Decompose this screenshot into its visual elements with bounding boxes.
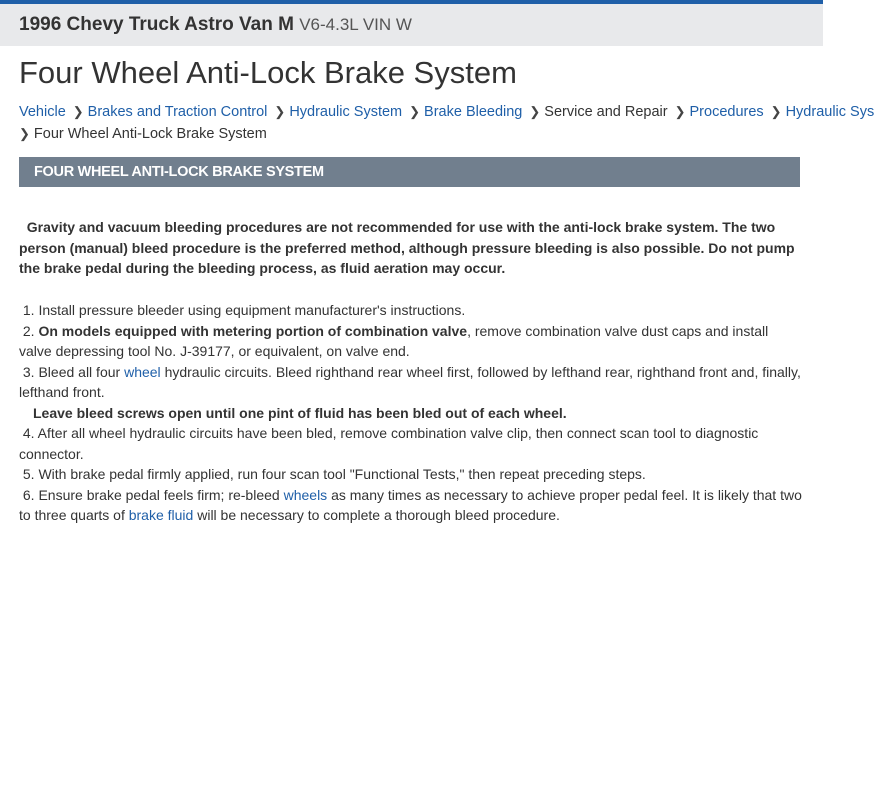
step-2-text: , remove combination valve dust caps and install valve depressing tool No. J-39177, or equivalent, on valve end. xyxy=(19,322,769,360)
breadcrumb-current: Four Wheel Anti-Lock Brake System xyxy=(33,126,267,142)
chevron-right-icon: ❯ xyxy=(19,126,30,141)
step-6-text-post: will be necessary to complete a thorough bleed procedure. xyxy=(197,507,560,524)
chevron-right-icon: ❯ xyxy=(72,104,84,119)
step-3 xyxy=(19,362,804,403)
section-header: FOUR WHEEL ANTI-LOCK BRAKE SYSTEM xyxy=(19,157,800,187)
step-1-text: 1. Install pressure bleeder using equipment manufacturer's instructions. xyxy=(22,302,466,319)
step-3-text-pre: 3. Bleed all four xyxy=(22,363,121,380)
step-6 xyxy=(19,485,804,526)
breadcrumb-brake-bleeding[interactable]: Brake Bleeding xyxy=(424,104,523,120)
step-1 xyxy=(19,300,804,321)
vehicle-name: 1996 Chevy Truck Astro Van M xyxy=(19,14,294,35)
step-3-text-post: hydraulic circuits. Bleed righthand rear wheel first, followed by lefthand rear, righthand front and, finally, lefthand front. xyxy=(19,363,801,401)
breadcrumb-hydraulic-sys[interactable]: Hydraulic Sys xyxy=(785,104,874,120)
step-2-number: 2. xyxy=(22,322,35,339)
step-6-text-pre: 6. Ensure brake pedal feels firm; re-bleed xyxy=(22,486,280,503)
chevron-right-icon: ❯ xyxy=(770,104,782,119)
step-5 xyxy=(19,464,804,485)
breadcrumb-service-repair: Service and Repair xyxy=(544,104,668,120)
step-4-text: 4. After all wheel hydraulic circuits have been bled, remove combination valve clip, then connect scan tool to diagnostic connector. xyxy=(19,425,759,462)
step-2 xyxy=(19,321,804,362)
breadcrumb xyxy=(19,101,874,145)
procedure-content xyxy=(19,217,804,526)
chevron-right-icon: ❯ xyxy=(674,104,686,119)
intro-warning xyxy=(19,217,804,279)
breadcrumb-brakes[interactable]: Brakes and Traction Control xyxy=(87,104,268,120)
step-4 xyxy=(19,423,804,464)
brake-fluid-link[interactable]: brake fluid xyxy=(128,507,194,524)
step-5-text: 5. With brake pedal firmly applied, run four scan tool "Functional Tests," then repeat preceding steps. xyxy=(22,466,646,483)
intro-text: Gravity and vacuum bleeding procedures are not recommended for use with the anti-lock brake system. The two person (manual) bleed procedure is the preferred method, although pressure bleeding is also possible. Do not pump the brake pedal during the bleeding process, as fluid aeration may occur. xyxy=(19,219,795,277)
vehicle-title[interactable] xyxy=(19,14,412,36)
breadcrumb-vehicle[interactable]: Vehicle xyxy=(19,104,66,120)
wheels-link[interactable]: wheels xyxy=(283,486,328,503)
step-2-bold-text: On models equipped with metering portion of combination valve xyxy=(38,322,468,339)
note-bleed-screws: Leave bleed screws open until one pint of fluid has been bled out of each wheel. xyxy=(33,404,567,421)
wheel-link[interactable]: wheel xyxy=(124,363,161,380)
breadcrumb-procedures[interactable]: Procedures xyxy=(689,104,764,120)
breadcrumb-hydraulic-system[interactable]: Hydraulic System xyxy=(289,104,403,120)
chevron-right-icon: ❯ xyxy=(529,104,541,119)
vehicle-engine: V6-4.3L VIN W xyxy=(299,15,412,34)
vehicle-header-bar xyxy=(0,0,823,46)
step-6-text-mid: as many times as necessary to achieve proper pedal feel. It is likely that two to three quarts of xyxy=(19,486,802,524)
page-title: Four Wheel Anti-Lock Brake System xyxy=(19,55,517,90)
chevron-right-icon: ❯ xyxy=(409,104,421,119)
chevron-right-icon: ❯ xyxy=(274,104,286,119)
